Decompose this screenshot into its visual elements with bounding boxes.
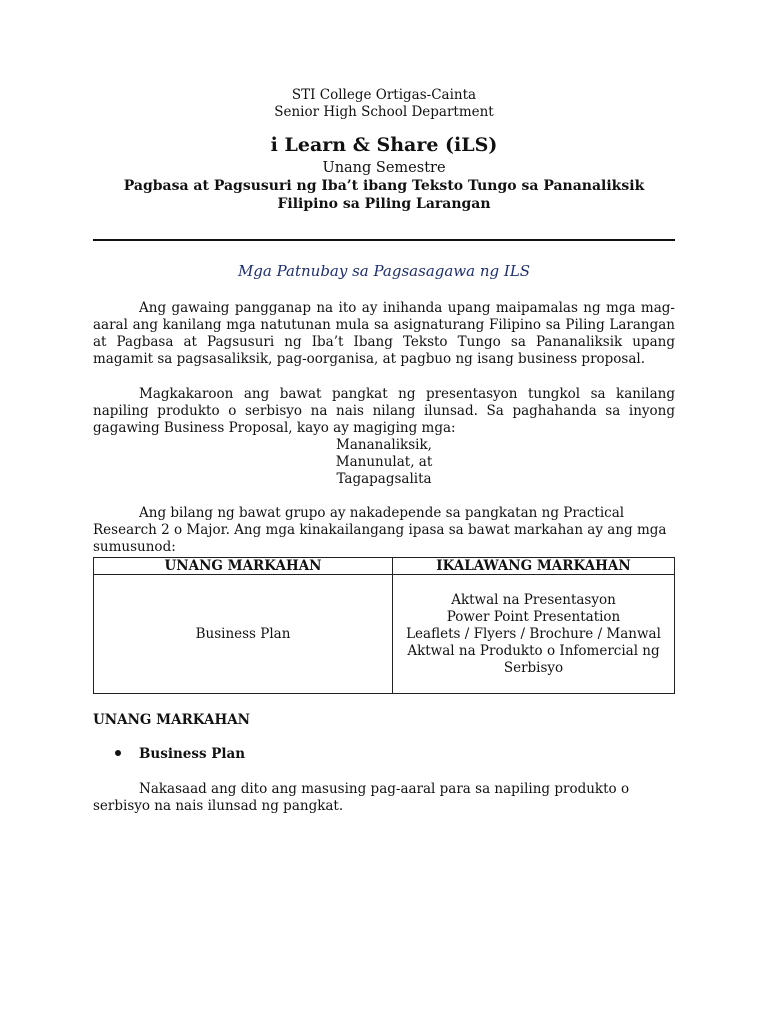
course-title-2: Filipino sa Piling Larangan: [277, 196, 491, 212]
table-cell-line: Aktwal na Presentasyon: [451, 591, 616, 608]
paragraph-3: Ang bilang ng bawat grupo ay nakadepende sa pangkatan ng Practical Research 2 o Major. Ang mga kinakailangang ipasa sa bawat markahan ay ang mga sumusunod:: [93, 505, 667, 555]
requirements-table: [93, 557, 675, 694]
table-header-row: [94, 558, 675, 575]
table-cell-line: Aktwal na Produkto o Infomercial ng: [407, 642, 660, 659]
table-cell-line: Power Point Presentation: [446, 608, 621, 625]
document-header: [93, 87, 675, 213]
table-cell-line: Serbisyo: [503, 659, 564, 676]
department-name: Senior High School Department: [274, 104, 494, 120]
table-cell: [393, 575, 675, 694]
role-item: Manunulat, at: [335, 454, 433, 470]
roles-list: [93, 437, 675, 488]
business-plan-description-block: [93, 781, 675, 815]
table-header: UNANG MARKAHAN: [94, 558, 393, 575]
paragraph-2: Magkakaroon ang bawat pangkat ng presentasyon tungkol sa kanilang napiling produkto o serbisyo na nais nilang ilunsad. Sa paghahanda sa inyong gagawing Business Proposal, kayo ay magiging mga:: [93, 386, 675, 436]
table-cell-line: Leaflets / Flyers / Brochure / Manwal: [406, 625, 661, 642]
header-divider: [93, 239, 675, 241]
course-title-1: Pagbasa at Pagsusuri ng Iba’t ibang Teksto Tungo sa Pananaliksik: [123, 178, 645, 194]
semester-label: Unang Semestre: [322, 160, 446, 176]
paragraph-3-block: [93, 505, 675, 556]
school-name: STI College Ortigas-Cainta: [291, 87, 477, 103]
business-plan-description: Nakasaad ang dito ang masusing pag-aaral para sa napiling produkto o serbisyo na nais ilunsad ng pangkat.: [93, 781, 630, 814]
bullet-item: [115, 746, 245, 763]
paragraph-1: Ang gawaing pangganap na ito ay inihanda upang maipamalas ng mga mag-aaral ang kanilang mga natutunan mula sa asignaturang Filipino sa Piling Larangan at Pagbasa at Pagsusuri ng Iba’t Ibang Teksto Tungo sa Pananaliksik upang magamit sa pagsasaliksik, pag-oorganisa, at pagbuo ng isang business proposal.: [93, 300, 675, 367]
table-header: IKALAWANG MARKAHAN: [393, 558, 675, 575]
section-title: Mga Patnubay sa Pagsasagawa ng ILS: [237, 262, 531, 280]
paragraph-2-block: [93, 386, 675, 488]
document-title: i Learn & Share (iLS): [270, 134, 498, 156]
paragraph-1-block: [93, 300, 675, 368]
table-cell: Business Plan: [94, 575, 393, 694]
table-row: [94, 575, 675, 694]
bullet-icon: [115, 750, 121, 756]
role-item: Mananaliksik,: [336, 437, 432, 453]
bullet-label: Business Plan: [139, 746, 246, 762]
unang-markahan-heading: UNANG MARKAHAN: [93, 712, 251, 728]
role-item: Tagapagsalita: [336, 471, 432, 487]
